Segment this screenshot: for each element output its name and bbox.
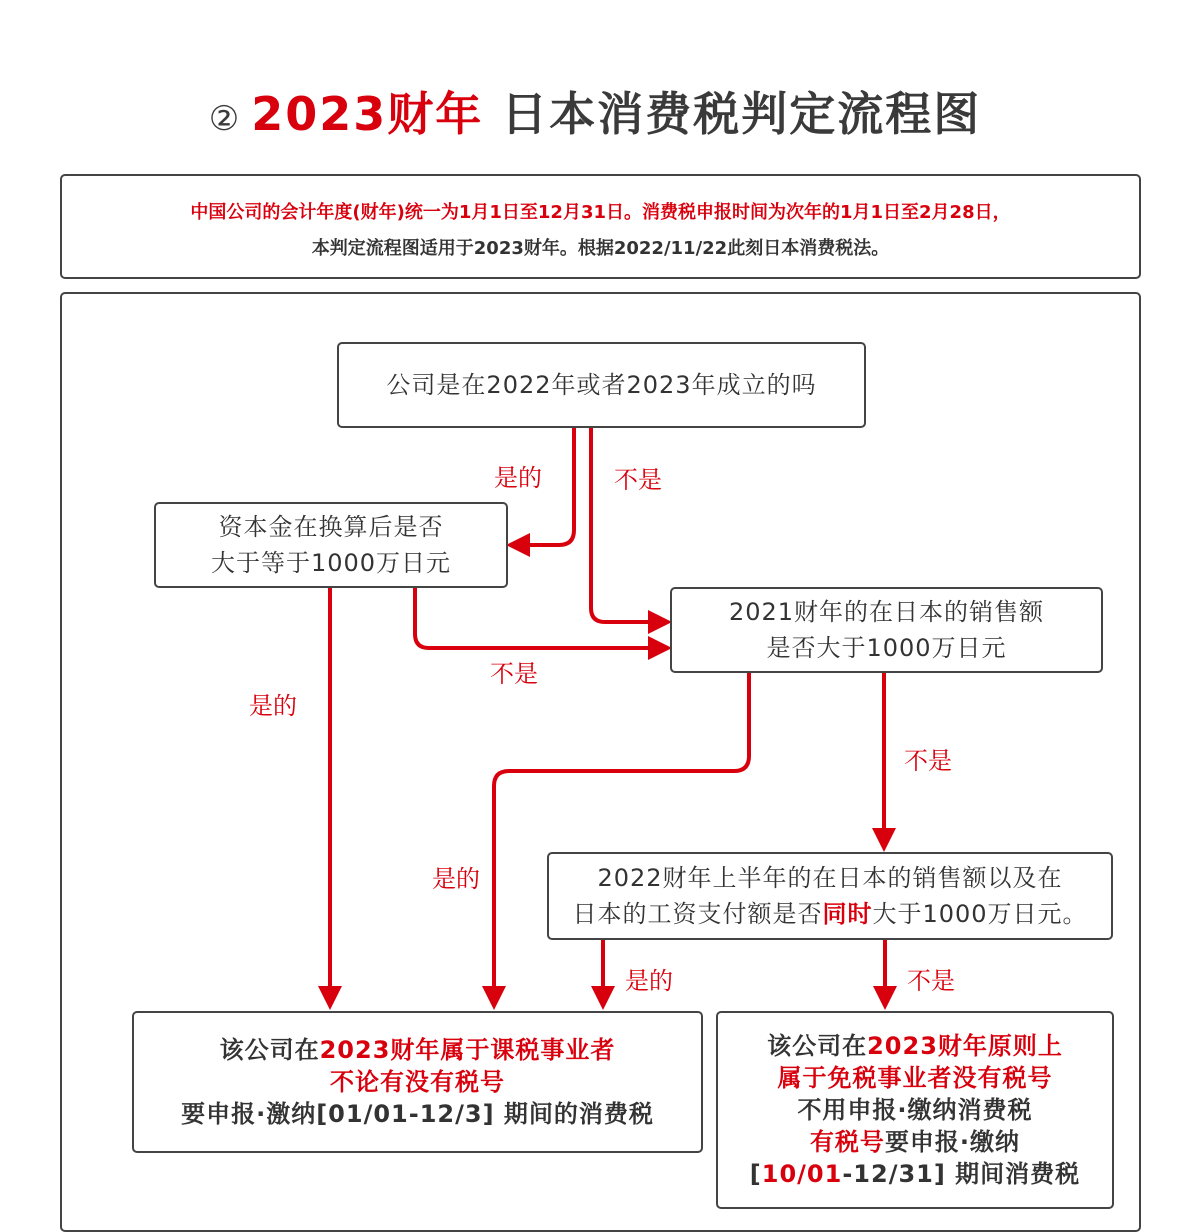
text-part: 大于1000万日元。 — [872, 900, 1088, 928]
edge-label-q1-no: 不是 — [614, 466, 662, 494]
edge-label-q4-yes: 是的 — [625, 967, 673, 995]
text-part: [ — [749, 1160, 762, 1188]
result-line-3: 要申报·激纳[01/01-12/3] 期间的消费税 — [181, 1100, 654, 1128]
question-2022-h1-sales-wages — [547, 852, 1113, 940]
text-part-red: 有税号 — [809, 1128, 885, 1156]
result-line-4 — [810, 1126, 1020, 1158]
edge-label-q3-yes: 是的 — [432, 865, 480, 893]
question-text-line-2 — [572, 896, 1087, 932]
note-line-2: 本判定流程图适用于2023财年。根据2022/11/22此刻日本消费税法。 — [311, 238, 890, 259]
result-exempt-business — [716, 1011, 1114, 1209]
question-text: 公司是在2022年或者2023年成立的吗 — [386, 371, 817, 399]
result-line-1 — [767, 1030, 1063, 1062]
title-rest: 日本消费税判定流程图 — [483, 87, 982, 141]
text-part-red: 10/01 — [761, 1160, 843, 1188]
edge-label-q3-no: 不是 — [904, 747, 952, 775]
result-line-2: 不论有没有税号 — [330, 1068, 505, 1096]
result-line-3: 不用申报·缴纳消费税 — [797, 1096, 1033, 1124]
text-part: 要申报·缴纳 — [884, 1128, 1021, 1156]
question-text-line-2: 是否大于1000万日元 — [766, 634, 1007, 662]
text-part: 该公司在 — [219, 1036, 320, 1064]
emphasis-simultaneously: 同时 — [822, 900, 873, 928]
question-capital-10m — [154, 502, 508, 588]
question-text-line-1: 2021财年的在日本的销售额 — [728, 598, 1045, 626]
text-part-red: 2023财年原则上 — [867, 1032, 1063, 1060]
result-line-5 — [750, 1158, 1080, 1190]
title-year: 2023财年 — [251, 87, 484, 141]
text-part: -12/31] 期间消费税 — [842, 1160, 1081, 1188]
text-part: 日本的工资支付额是否 — [572, 900, 823, 928]
question-founded-2022-2023 — [337, 342, 866, 428]
result-line-1 — [220, 1034, 616, 1066]
note-line-1: 中国公司的会计年度(财年)统一为1月1日至12月31日。消费税申报时间为次年的1月1日至2月28日， — [190, 202, 1011, 223]
question-text-line-2: 大于等于1000万日元 — [210, 549, 452, 577]
edge-label-q4-no: 不是 — [907, 967, 955, 995]
edge-label-q1-yes: 是的 — [494, 464, 542, 492]
edge-label-q2-no: 不是 — [490, 660, 538, 688]
circled-number: ② — [208, 99, 242, 139]
question-2021-sales — [670, 587, 1103, 673]
question-text-line-1: 2022财年上半年的在日本的销售额以及在 — [597, 864, 1063, 892]
question-text-line-1: 资本金在换算后是否 — [218, 513, 444, 541]
result-line-2: 属于免税事业者没有税号 — [777, 1064, 1053, 1092]
edge-label-q2-yes: 是的 — [249, 692, 297, 720]
text-part: 该公司在 — [767, 1032, 868, 1060]
result-taxable-business — [132, 1011, 703, 1153]
text-part-red: 2023财年属于课税事业者 — [319, 1036, 616, 1064]
